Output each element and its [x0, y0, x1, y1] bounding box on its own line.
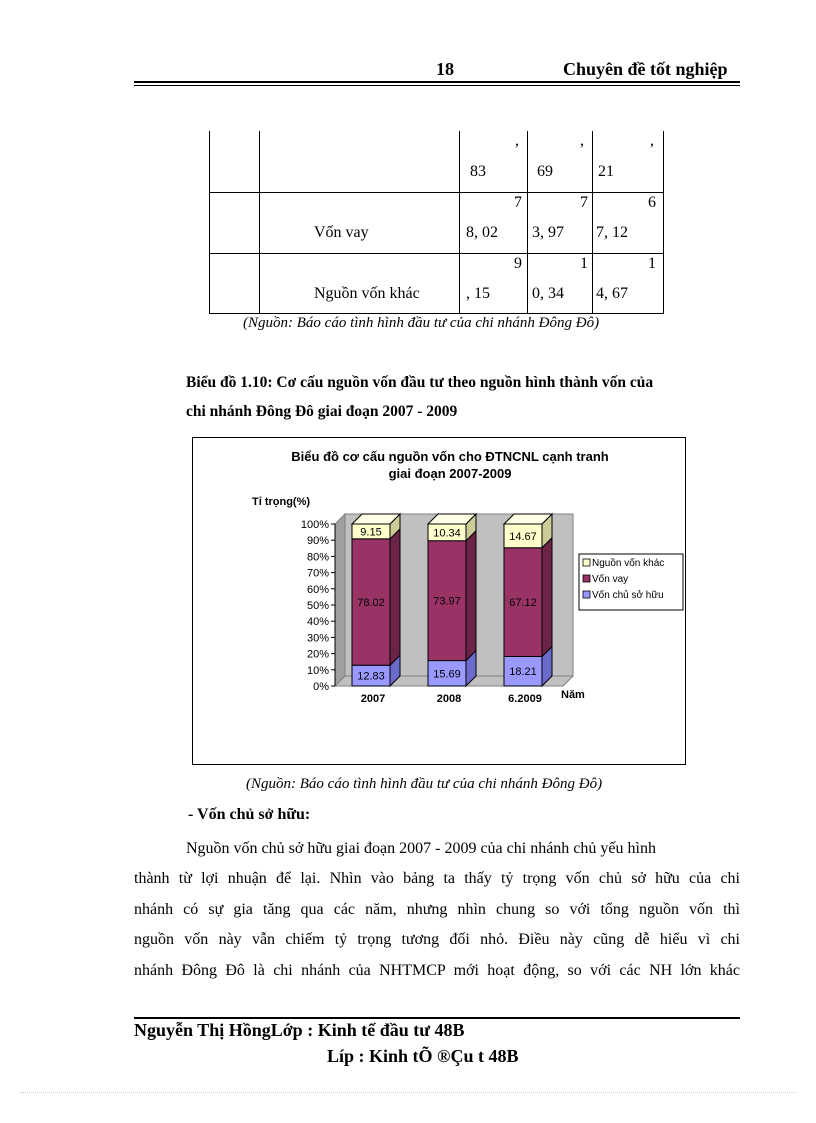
data-label: 10.34	[433, 527, 461, 540]
table-cell: 3, 97	[532, 224, 564, 241]
header-title: Chuyên đề tốt nghiệp	[563, 59, 728, 79]
header-rule-thin	[134, 85, 740, 86]
legend-swatch	[583, 559, 590, 566]
paragraph-line: nhánh có sự gia tăng qua các năm, nhưng nhìn chung so với tổng nguồn vốn thì	[134, 901, 740, 918]
y-tick-label: 0%	[313, 681, 329, 693]
table-cell: 1	[648, 255, 656, 272]
paragraph-line: thành từ lợi nhuận để lại. Nhìn vào bảng ta thấy tỷ trọng vốn chủ sở hữu của chi	[134, 870, 740, 887]
table-border	[663, 131, 664, 314]
table-cell: ,	[580, 132, 584, 149]
source-note: (Nguồn: Báo cáo tình hình đầu tư của chi nhánh Đông Đô)	[246, 776, 603, 792]
footer-class: Líp : Kinh tÕ ®Çu t 48B	[327, 1046, 519, 1066]
paragraph-line: Nguồn vốn chủ sở hữu giai đoạn 2007 - 2009 của chi nhánh chủ yếu hình	[186, 840, 656, 857]
page-number: 18	[436, 59, 454, 79]
x-tick-label: 2007	[360, 693, 386, 705]
table-cell: 8, 02	[466, 224, 498, 241]
bar-segment-side	[466, 531, 476, 661]
table-cell: 4, 67	[596, 285, 628, 302]
legend-label: Vốn chủ sở hữu	[592, 590, 664, 601]
data-label: 73.97	[433, 595, 461, 608]
figure-caption-line2: chi nhánh Đông Đô giai đoạn 2007 - 2009	[186, 403, 458, 420]
table-cell: ,	[515, 132, 519, 149]
table-cell: 1	[580, 255, 588, 272]
section-heading: - Vốn chủ sở hữu:	[188, 806, 311, 823]
header-rule	[134, 81, 740, 83]
table-cell: 7	[514, 194, 522, 211]
bar-segment-side	[542, 538, 552, 657]
y-tick-label: 80%	[306, 551, 329, 564]
table-cell: 7	[580, 194, 588, 211]
y-tick-label: 60%	[306, 583, 329, 596]
data-label: 15.69	[433, 668, 461, 681]
table-border	[459, 131, 460, 314]
table-cell: 83	[470, 163, 486, 180]
figure-caption: Biểu đồ 1.10: Cơ cấu nguồn vốn đầu tư theo nguồn hình thành vốn của	[186, 374, 654, 391]
table-cell: , 15	[466, 285, 490, 302]
source-note: (Nguồn: Báo cáo tình hình đầu tư của chi nhánh Đông Đô)	[243, 315, 600, 331]
x-axis-title: Năm	[561, 689, 585, 701]
data-label: 12.83	[357, 670, 385, 683]
y-tick-label: 40%	[306, 616, 329, 629]
y-tick-label: 20%	[306, 648, 329, 661]
data-label: 9.15	[360, 526, 382, 539]
y-tick-label: 100%	[300, 519, 329, 531]
table-cell: 6	[648, 194, 656, 211]
table-cell: 7, 12	[596, 224, 628, 241]
chart-side-wall	[335, 514, 345, 686]
x-tick-label: 6.2009	[508, 693, 542, 705]
y-tick-label: 30%	[306, 632, 329, 645]
table-border	[209, 313, 664, 314]
table-cell: ,	[650, 132, 654, 149]
chart-frame	[192, 437, 686, 765]
table-row-label: Vốn vay	[314, 224, 369, 241]
x-tick-label: 2008	[436, 693, 462, 705]
table-border	[527, 131, 528, 314]
data-label: 18.21	[509, 666, 537, 679]
legend-label: Nguồn vốn khác	[592, 558, 665, 569]
table-border	[592, 131, 593, 314]
data-label: 14.67	[509, 530, 537, 543]
y-tick-label: 10%	[306, 664, 329, 677]
y-axis-title: Tỉ trọng(%)	[252, 496, 311, 508]
table-cell: 21	[598, 163, 614, 180]
table-border	[259, 131, 260, 314]
chart-title-line2: giai đoạn 2007-2009	[388, 466, 512, 481]
chart-title: Biểu đồ cơ cấu nguồn vốn cho ĐTNCNL cạnh tranh	[291, 449, 609, 464]
stacked-bar-chart	[193, 438, 685, 764]
bar-segment-side	[390, 529, 400, 665]
paragraph-line: nhánh Đông Đô là chi nhánh của NHTMCP mới hoạt động, so với các NH lớn khác	[134, 962, 740, 979]
legend-label: Vốn vay	[592, 574, 629, 585]
table-border	[209, 131, 210, 314]
table-border	[209, 192, 664, 193]
footer-author: Nguyễn Thị HồngLớp : Kinh tế đầu tư 48B	[134, 1020, 465, 1040]
y-tick-label: 90%	[306, 535, 329, 548]
footer-rule	[134, 1017, 740, 1019]
y-tick-label: 70%	[306, 567, 329, 580]
data-label: 78.02	[357, 597, 385, 610]
table-cell: 0, 34	[532, 285, 564, 302]
y-tick-label: 50%	[306, 600, 329, 612]
table-cell: 9	[514, 255, 522, 272]
legend-swatch	[583, 575, 590, 582]
table-border	[209, 253, 664, 254]
paragraph-line: nguồn vốn này vẫn chiếm tỷ trọng tương đối nhỏ. Điều này cũng dễ hiểu vì chi	[134, 931, 740, 948]
page-edge	[20, 1092, 796, 1093]
table-cell: 69	[537, 163, 553, 180]
legend-swatch	[583, 591, 590, 598]
data-label: 67.12	[509, 597, 537, 610]
table-row-label: Nguồn vốn khác	[314, 285, 420, 302]
